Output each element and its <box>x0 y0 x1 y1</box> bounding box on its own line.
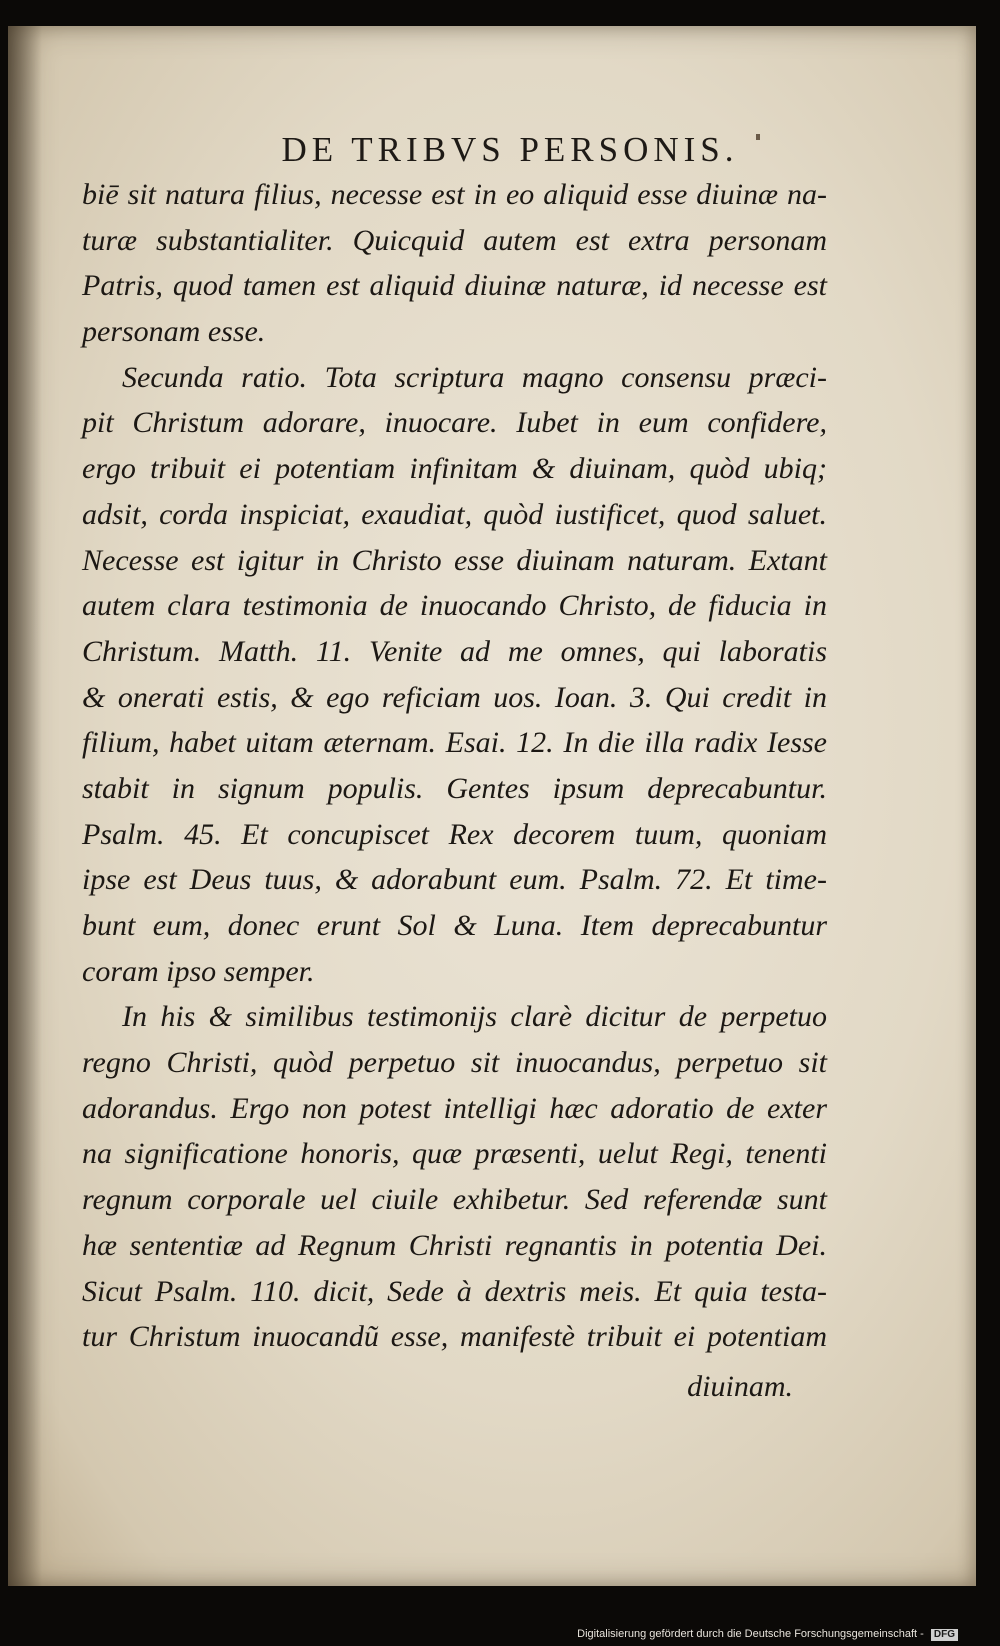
text-line: na significatione honoris, quæ præsenti, uelut Regi, tenenti <box>82 1137 827 1171</box>
text-line: turæ substantialiter. Quicquid autem est extra personam <box>82 223 827 257</box>
text-line: Psalm. 45. Et concupiscet Rex decorem tuum, quoniam <box>82 817 827 851</box>
text-line: regnum corporale uel ciuile exhibetur. Sed referendæ sunt <box>82 1183 827 1217</box>
text-line: Christum. Matth. 11. Venite ad me omnes, qui laboratis <box>82 634 827 668</box>
running-head: DE TRIBVS PERSONIS. <box>281 130 739 169</box>
credit-text: Digitalisierung gefördert durch die Deutsche Forschungsgemeinschaft - <box>577 1628 924 1640</box>
text-line: coram ipso semper. <box>82 954 315 988</box>
text-line: regno Christi, quòd perpetuo sit inuocandus, perpetuo sit <box>82 1046 827 1080</box>
text-line: tur Christum inuocandũ esse, manifestè tribuit ei potentiam <box>82 1320 827 1354</box>
text-line: ipse est Deus tuus, & adorabunt eum. Psalm. 72. Et time- <box>82 863 827 897</box>
page-gutter-shadow <box>8 26 42 1586</box>
text-line: biē sit natura filius, necesse est in eo aliquid esse diuinæ na- <box>82 178 827 211</box>
catchword: diuinam. <box>687 1369 793 1403</box>
text-line: adsit, corda inspiciat, exaudiat, quòd iustificet, quod saluet. <box>82 497 827 531</box>
text-line: filium, habet uitam æternam. Esai. 12. In die illa radix Iesse <box>82 726 827 760</box>
text-line: adorandus. Ergo non potest intelligi hæc adoratio de exter <box>82 1091 827 1125</box>
text-line: Sicut Psalm. 110. dicit, Sede à dextris meis. Et quia testa- <box>82 1274 827 1308</box>
text-line: & onerati estis, & ego reficiam uos. Ioan. 3. Qui credit in <box>82 680 827 714</box>
text-line: Secunda ratio. Tota scriptura magno consensu præci- <box>122 360 827 394</box>
text-line: Necesse est igitur in Christo esse diuinam naturam. Extant <box>82 543 827 577</box>
text-line: autem clara testimonia de inuocando Christo, de fiducia in <box>82 589 827 623</box>
text-line: bunt eum, donec erunt Sol & Luna. Item deprecabuntur <box>82 909 827 942</box>
text-line: hæ sententiæ ad Regnum Christi regnantis in potentia Dei. <box>82 1228 827 1262</box>
text-line: In his & similibus testimonijs clarè dicitur de perpetuo <box>122 1000 827 1034</box>
dfg-logo: DFG <box>931 1629 958 1641</box>
text-line: personam esse. <box>82 315 266 349</box>
text-line: Patris, quod tamen est aliquid diuinæ naturæ, id necesse est <box>82 269 827 303</box>
digitization-credit <box>577 1628 958 1641</box>
text-line: pit Christum adorare, inuocare. Iubet in eum confidere, <box>82 406 827 440</box>
body-text <box>82 172 827 1410</box>
text-line: ergo tribuit ei potentiam infinitam & diuinam, quòd ubiq; <box>82 452 827 486</box>
text-line: stabit in signum populis. Gentes ipsum deprecabuntur. <box>82 771 827 805</box>
